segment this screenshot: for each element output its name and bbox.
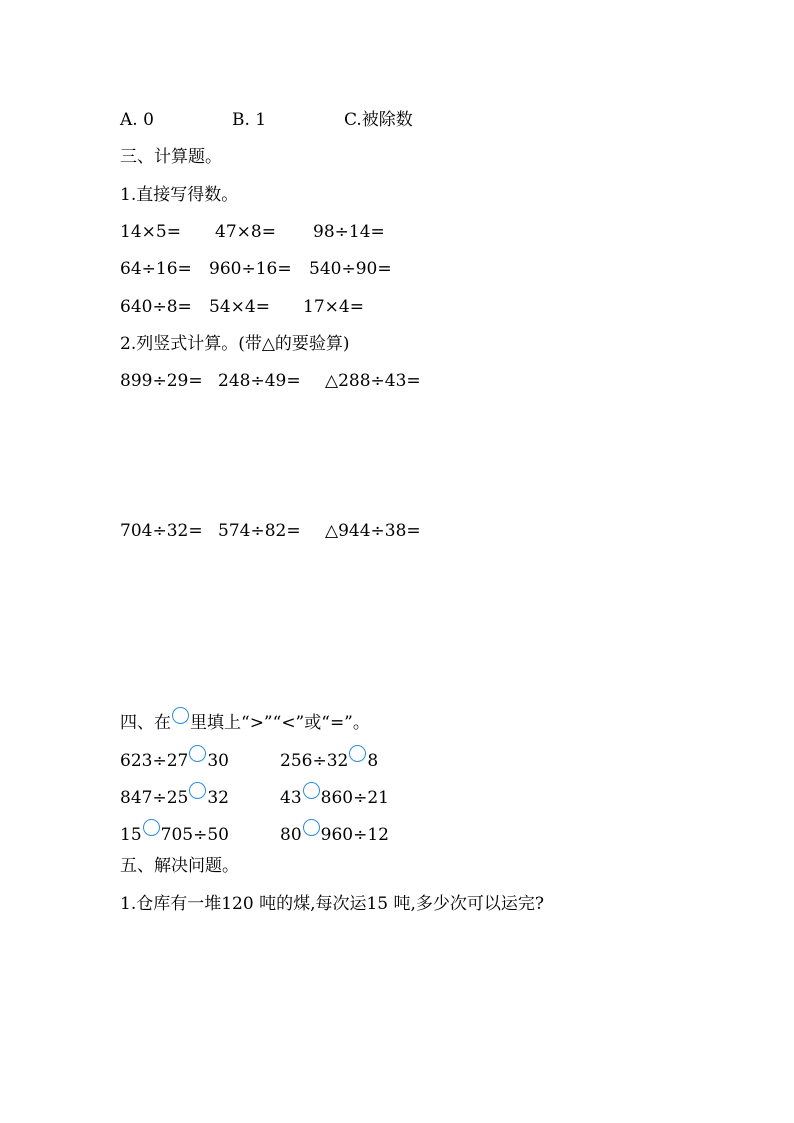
q2-item: △288÷43= [325, 371, 421, 391]
option-c: C.被除数 [344, 110, 413, 130]
q1-item: 98÷14= [313, 222, 385, 242]
compare-item [120, 782, 229, 808]
compare-right: 960÷12 [320, 825, 389, 845]
q2-item: 899÷29= [120, 371, 203, 391]
compare-left: 15 [120, 825, 142, 845]
q1-item: 540÷90= [309, 259, 392, 279]
compare-circle-input[interactable] [349, 745, 366, 762]
q1-item: 47×8= [215, 222, 276, 242]
compare-item [280, 819, 389, 845]
q2-item: 248÷49= [218, 371, 301, 391]
compare-left: 80 [280, 825, 302, 845]
q1-item: 14×5= [120, 222, 181, 242]
compare-right: 30 [207, 751, 229, 771]
section4-title-before: 四、在 [120, 713, 171, 733]
section5-title: 五、解决问题。 [120, 856, 239, 876]
q2-item: △944÷38= [325, 521, 421, 541]
section5-q1: 1.仓库有一堆120 吨的煤,每次运15 吨,多少次可以运完? [120, 894, 545, 914]
compare-circle-input[interactable] [303, 819, 320, 836]
compare-right: 32 [207, 788, 229, 808]
compare-right: 705÷50 [160, 825, 229, 845]
compare-circle-input[interactable] [189, 782, 206, 799]
q2-item: 574÷82= [218, 521, 301, 541]
compare-item [280, 745, 378, 771]
compare-circle-input[interactable] [143, 819, 160, 836]
section3-q2-title: 2.列竖式计算。(带△的要验算) [120, 334, 350, 354]
compare-left: 847÷25 [120, 788, 189, 808]
q1-item: 17×4= [303, 297, 364, 317]
q1-item: 640÷8= [120, 297, 192, 317]
q1-item: 64÷16= [120, 259, 192, 279]
compare-left: 256÷32 [280, 751, 349, 771]
compare-item [120, 819, 229, 845]
section4-title-after: 里填上“>”“<”或“=”。 [190, 713, 370, 733]
q1-item: 960÷16= [209, 259, 292, 279]
compare-right: 860÷21 [320, 788, 389, 808]
compare-right: 8 [367, 751, 379, 771]
section3-q1-title: 1.直接写得数。 [120, 185, 239, 205]
q1-item: 54×4= [209, 297, 270, 317]
compare-item [280, 782, 389, 808]
section4-title [120, 707, 370, 733]
circle-icon [172, 707, 189, 724]
option-a: A. 0 [120, 110, 154, 130]
q2-item: 704÷32= [120, 521, 203, 541]
compare-circle-input[interactable] [303, 782, 320, 799]
section3-title: 三、计算题。 [120, 147, 222, 167]
compare-circle-input[interactable] [189, 745, 206, 762]
compare-item [120, 745, 229, 771]
option-b: B. 1 [232, 110, 267, 130]
compare-left: 43 [280, 788, 302, 808]
compare-left: 623÷27 [120, 751, 189, 771]
